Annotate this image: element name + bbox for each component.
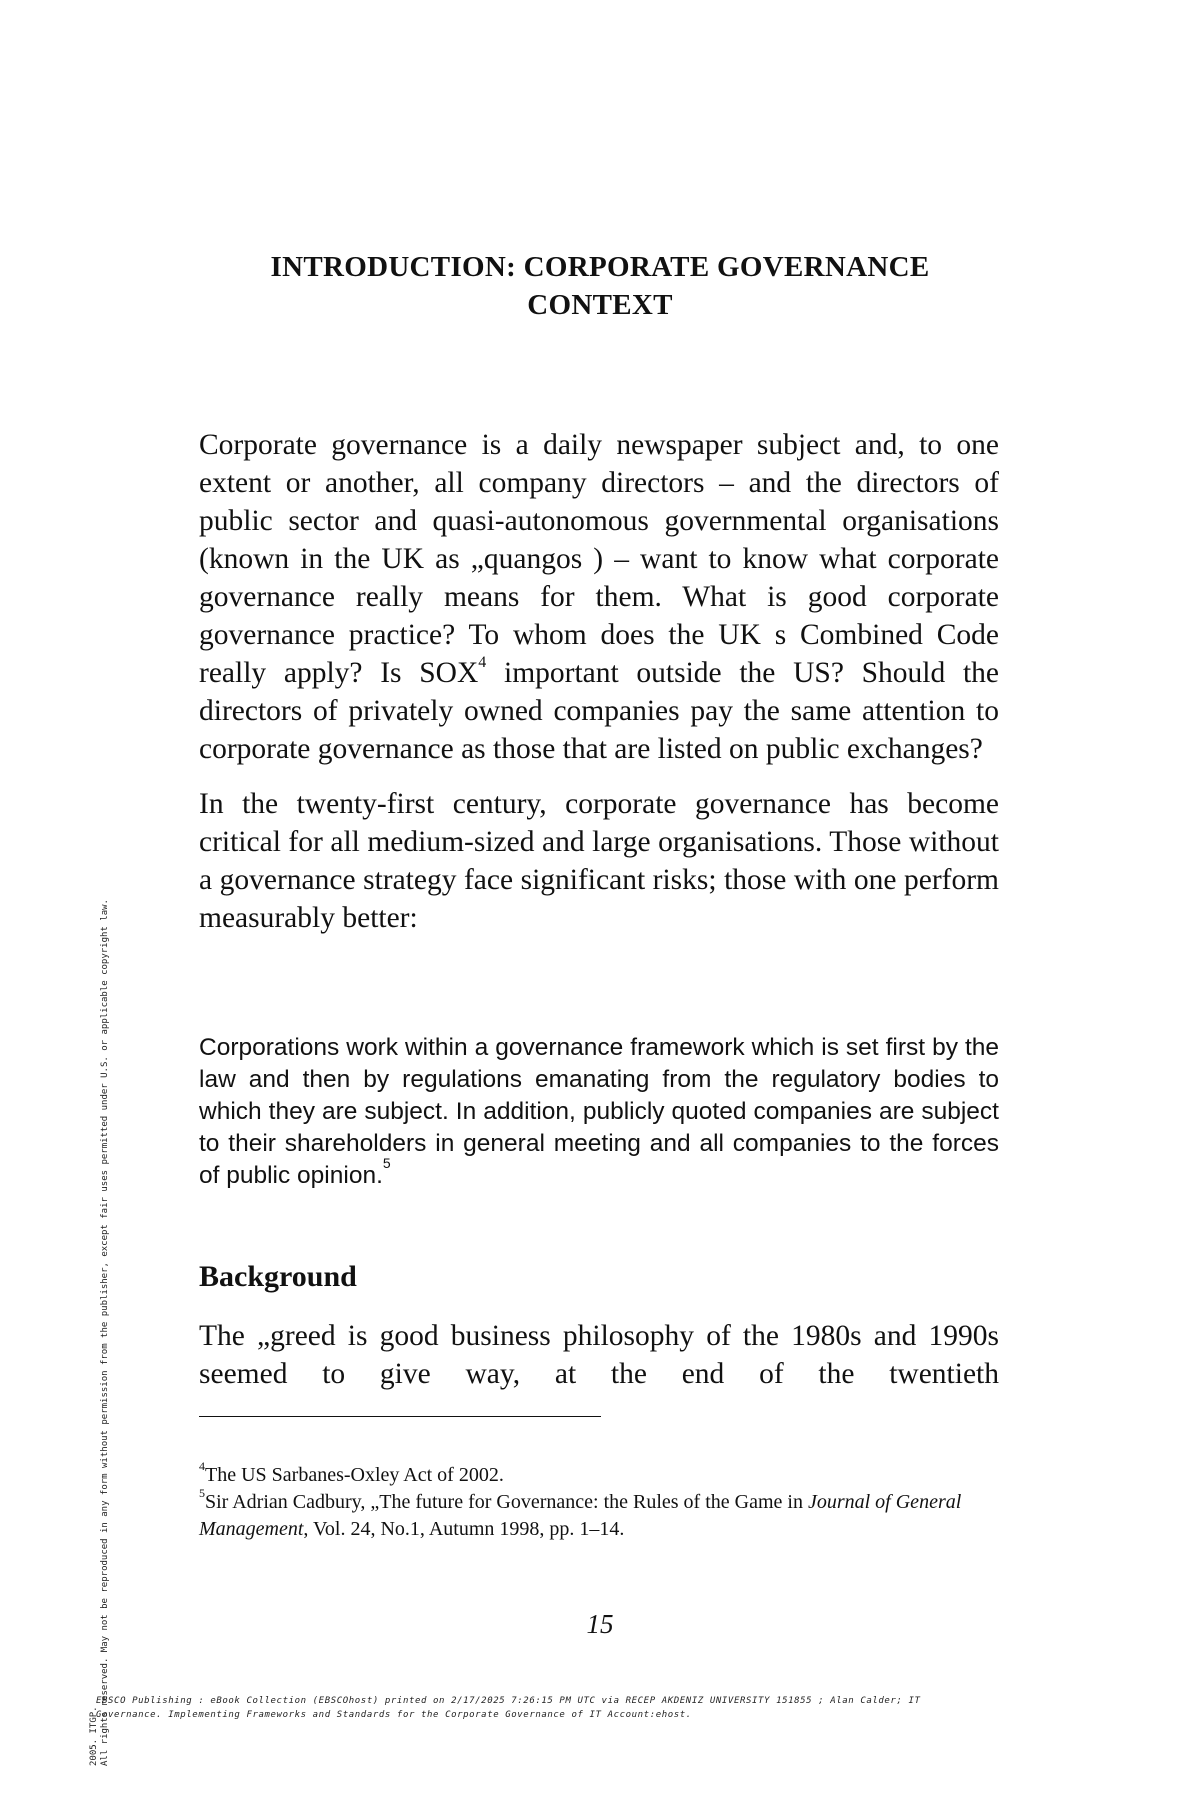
footnote-ref-5: 5 — [382, 1154, 391, 1171]
section-heading-background: Background — [199, 1260, 357, 1293]
block-quote-text: Corporations work within a governance framework which is set first by the law and then by regulations emanating from the regulatory bodies to which they are subject. In addition, publicly quoted companies are subject to their shareholders in general meeting and all companies to the forces of public opinion. — [199, 1034, 999, 1189]
watermark-bottom-line-2: Governance. Implementing Frameworks and Standards for the Corporate Governance of IT Account:ehost. — [96, 1710, 692, 1720]
copyright-watermark-bottom — [96, 1694, 921, 1722]
footnotes — [199, 1459, 999, 1543]
footnote-5-journal: Journal of General Management — [199, 1491, 962, 1540]
copyright-watermark-side — [89, 476, 111, 1766]
chapter-heading-line-2: CONTEXT — [527, 289, 673, 321]
watermark-bottom-line-1: EBSCO Publishing : eBook Collection (EBSCOhost) printed on 2/17/2025 7:26:15 PM UTC via RECEP AKDENIZ UNIVERSITY 151855 ; Alan Calder; IT — [96, 1696, 921, 1706]
footnote-ref-4: 4 — [478, 654, 487, 672]
paragraph-1-text-continued: important outside the US? Should the directors of privately owned companies pay the same attention to corporate governance as those that are listed on public exchanges? — [199, 657, 1000, 765]
footnote-divider — [199, 1416, 601, 1417]
paragraph-3: The „greed is good business philosophy of the 1980s and 1990s seemed to give way, at the end of the twentieth — [199, 1320, 999, 1390]
block-quote — [199, 1032, 999, 1192]
footnote-4 — [199, 1459, 999, 1489]
chapter-heading — [200, 248, 1000, 324]
page-number: 15 — [586, 1609, 614, 1639]
footnote-4-number: 4 — [199, 1459, 205, 1474]
paragraph-1-text: Corporate governance is a daily newspaper subject and, to one extent or another, all company directors – and the directors of public sector and quasi-autonomous governmental organisations (known in the UK as „quangos ) – want to know what corporate governance really means for them. What is good corporate governance practice? To whom does the UK s Combined Code really apply? Is SOX — [199, 429, 999, 689]
footnote-5-text: Sir Adrian Cadbury, „The future for Governance: the Rules of the Game in — [205, 1491, 808, 1513]
paragraph-2: In the twenty-first century, corporate governance has become critical for all medium-sized and large organisations. Those without a governance strategy face significant risks; those with one perform measurably better: — [199, 788, 999, 934]
chapter-heading-line-1: INTRODUCTION: CORPORATE GOVERNANCE — [270, 251, 930, 283]
footnote-5-text-end: , Vol. 24, No.1, Autumn 1998, pp. 1–14. — [303, 1518, 625, 1540]
footnote-4-text: The US Sarbanes-Oxley Act of 2002. — [205, 1464, 504, 1486]
watermark-side-line-2: All rights reserved. May not be reproduced in any form without permission from the publisher, except fair uses permitted under U.S. or applicable copyright law. — [100, 899, 110, 1766]
watermark-side-line-1: 2005. ITGP. — [89, 1706, 99, 1766]
paragraph-1 — [199, 426, 999, 768]
footnote-5-number: 5 — [199, 1486, 205, 1501]
footnote-5 — [199, 1486, 999, 1543]
body-text — [199, 426, 999, 937]
